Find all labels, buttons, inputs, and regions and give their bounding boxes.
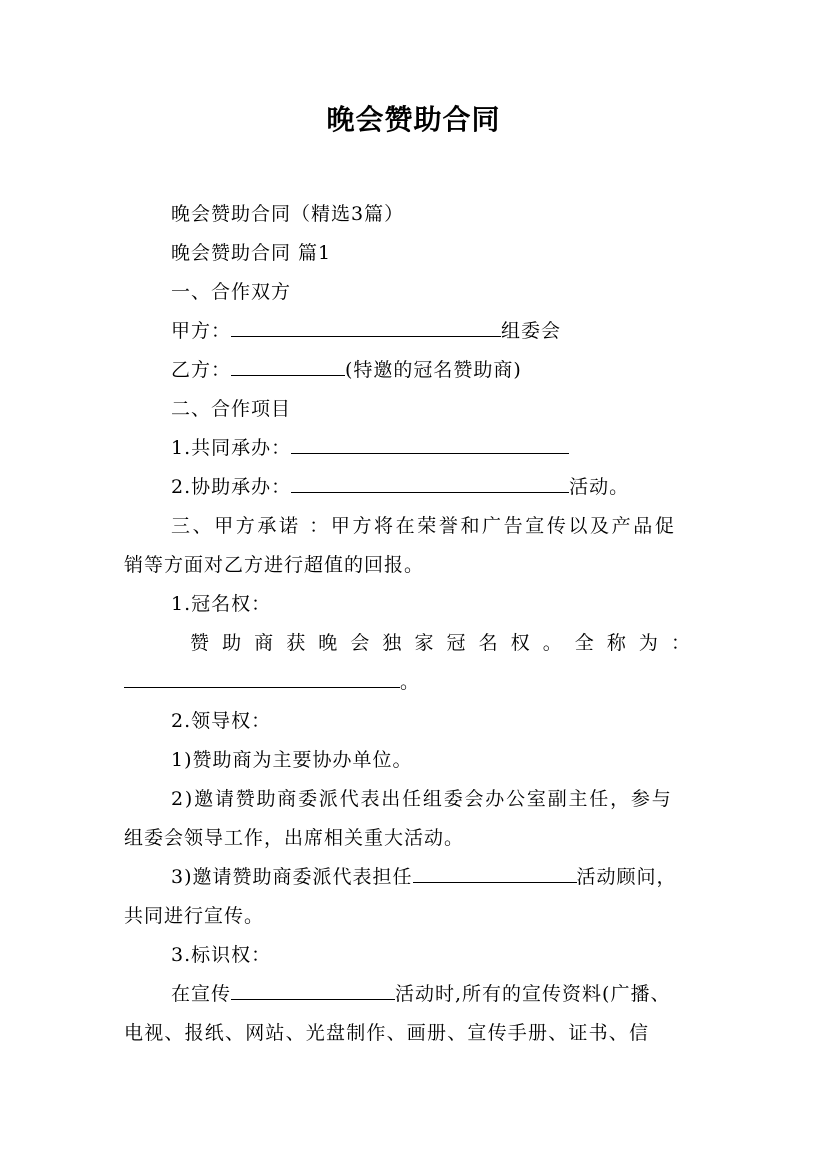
party-b-suffix: (特邀的冠名赞助商)	[345, 359, 522, 381]
item-2-suffix: 活动。	[569, 476, 630, 498]
naming-char: 获	[286, 632, 306, 654]
naming-char: 。	[542, 632, 562, 654]
naming-char: 晚	[318, 632, 338, 654]
naming-char: 冠	[446, 632, 466, 654]
naming-char: ：	[670, 632, 690, 654]
item-1-blank	[291, 435, 569, 454]
lead-heading: 2.领导权：	[171, 710, 272, 732]
naming-char: 名	[478, 632, 498, 654]
naming-line-2	[124, 667, 420, 694]
item-2-blank	[291, 474, 569, 493]
naming-char: 商	[254, 632, 274, 654]
document-title: 晚会赞助合同	[326, 103, 501, 136]
lead-item-2-line-1: 2)邀请赞助商委派代表出任组委会办公室副主任，参与	[171, 788, 673, 810]
lead-item-1: 1)赞助商为主要协办单位。	[171, 749, 413, 771]
naming-char: 独	[382, 632, 402, 654]
item-1-line	[171, 433, 569, 460]
naming-heading: 1.冠名权：	[171, 593, 272, 615]
naming-line-2-suffix: 。	[400, 671, 421, 693]
mark-line-1	[171, 979, 670, 1006]
naming-char: 全	[574, 632, 594, 654]
naming-char: 权	[510, 632, 530, 654]
lead-item-3-prefix: 3)邀请赞助商委派代表担任	[171, 866, 413, 888]
lead-item-3-blank	[413, 864, 577, 883]
section-1-heading: 一、合作双方	[171, 281, 292, 303]
item-1-label: 1.共同承办：	[171, 437, 292, 459]
party-b-label: 乙方：	[171, 359, 232, 381]
mark-heading: 3.标识权：	[171, 944, 272, 966]
party-a-suffix: 组委会	[501, 320, 562, 342]
section-3-line-2: 销等方面对乙方进行超值的回报。	[124, 554, 425, 576]
part-heading: 晚会赞助合同 篇1	[171, 242, 332, 264]
lead-item-3-suffix: 活动顾问，	[576, 866, 677, 888]
naming-line-1	[190, 628, 690, 655]
party-b-blank	[231, 357, 345, 376]
naming-blank	[124, 669, 400, 688]
section-2-heading: 二、合作项目	[171, 398, 292, 420]
naming-char: 赞	[190, 632, 210, 654]
party-b-line	[171, 355, 522, 382]
lead-item-2-line-2: 组委会领导工作，出席相关重大活动。	[124, 827, 465, 849]
naming-char: 助	[222, 632, 242, 654]
party-a-label: 甲方：	[171, 320, 232, 342]
naming-char: 会	[350, 632, 370, 654]
party-a-line	[171, 316, 561, 343]
item-2-label: 2.协助承办：	[171, 476, 292, 498]
mark-blank	[231, 981, 395, 1000]
naming-char: 家	[414, 632, 434, 654]
naming-char: 为	[638, 632, 658, 654]
mark-line-2: 电视、报纸、网站、光盘制作、画册、宣传手册、证书、信	[124, 1022, 650, 1044]
lead-item-3-line-2: 共同进行宣传。	[124, 905, 265, 927]
item-2-line	[171, 472, 629, 499]
mark-suffix: 活动时,所有的宣传资料(广播、	[395, 983, 671, 1005]
lead-item-3-line-1	[171, 862, 677, 889]
naming-char: 称	[606, 632, 626, 654]
party-a-blank	[231, 318, 501, 337]
section-3-line-1: 三、甲方承诺 ：甲方将在荣誉和广告宣传以及产品促	[171, 515, 677, 537]
document-subtitle: 晚会赞助合同（精选3篇）	[171, 203, 405, 225]
mark-prefix: 在宣传	[171, 983, 232, 1005]
